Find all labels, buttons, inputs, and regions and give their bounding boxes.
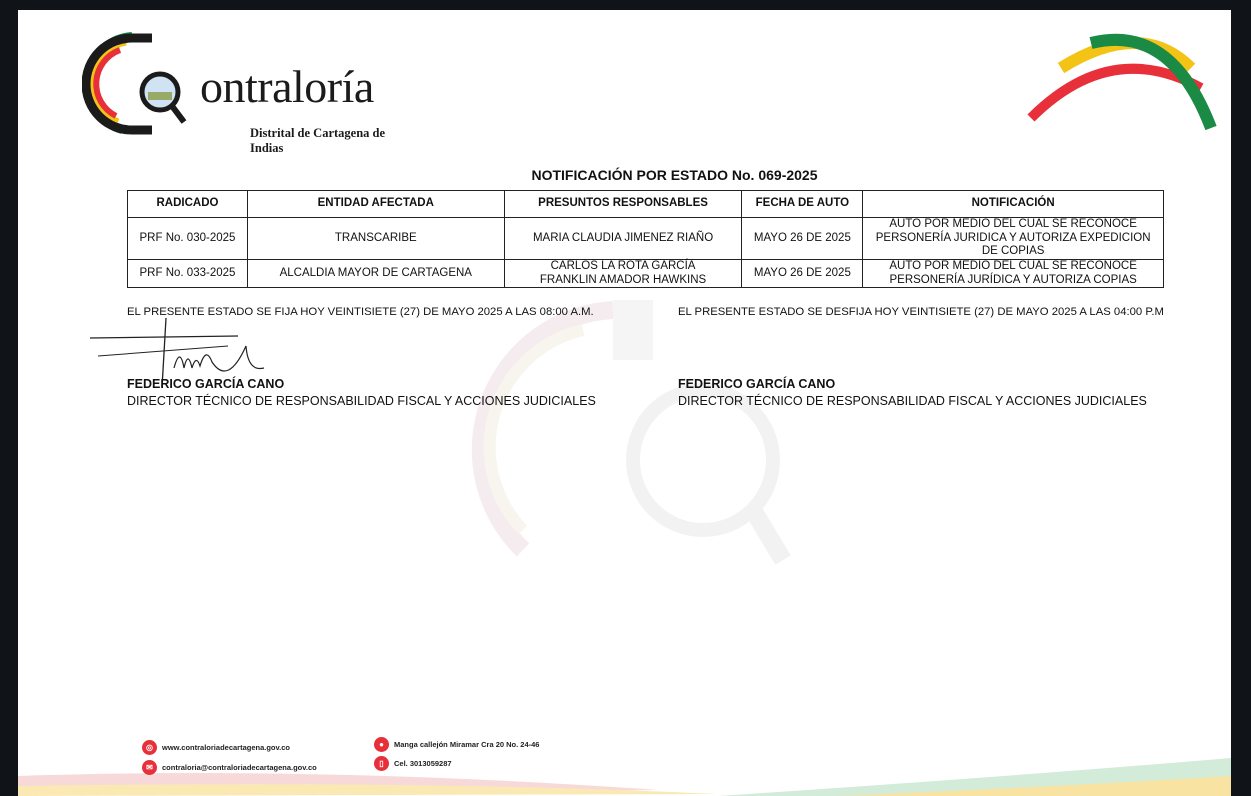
globe-icon: ◎: [142, 740, 157, 755]
responsable-name: FRANKLIN AMADOR HAWKINS: [539, 273, 707, 286]
address-text: Manga callejón Miramar Cra 20 No. 24-46: [394, 740, 540, 749]
footer-address: [374, 737, 539, 752]
signer-role-right: DIRECTOR TÉCNICO DE RESPONSABILIDAD FISCAL Y ACCIONES JUDICIALES: [678, 394, 1147, 408]
header-notificacion: NOTIFICACIÓN: [863, 191, 1164, 218]
cell-responsables: [504, 218, 742, 260]
contraloria-logo: [82, 32, 402, 155]
cell-fecha: MAYO 26 DE 2025: [742, 260, 863, 288]
email-text: contraloria@contraloriadecartagena.gov.co: [162, 763, 317, 772]
header-entidad: ENTIDAD AFECTADA: [247, 191, 504, 218]
notificacion-line: AUTO POR MEDIO DEL CUAL SE RECONOCE: [889, 218, 1137, 231]
notificacion-line: AUTO POR MEDIO DEL CUAL SE RECONOCE: [889, 260, 1137, 272]
signer-role-left: DIRECTOR TÉCNICO DE RESPONSABILIDAD FISCAL Y ACCIONES JUDICIALES: [127, 394, 596, 408]
corner-arcs-decoration: [1001, 28, 1231, 148]
footer-email[interactable]: [142, 760, 317, 775]
header-radicado: RADICADO: [128, 191, 248, 218]
fija-statement: EL PRESENTE ESTADO SE FIJA HOY VEINTISIETE (27) DE MAYO 2025 A LAS 08:00 A.M.: [127, 306, 594, 318]
email-icon: ✉: [142, 760, 157, 775]
notificacion-line: DE COPIAS: [981, 245, 1045, 258]
document-title: NOTIFICACIÓN POR ESTADO No. 069-2025: [531, 167, 818, 183]
signer-name-right: FEDERICO GARCÍA CANO: [678, 377, 836, 391]
cell-radicado: PRF No. 030-2025: [128, 218, 248, 260]
logo-wordmark: ontraloría: [200, 61, 374, 112]
notificacion-line: PERSONERÍA JURIDICA Y AUTORIZA EXPEDICION: [875, 231, 1151, 244]
signer-name-left: FEDERICO GARCÍA CANO: [127, 377, 285, 391]
cell-entidad: TRANSCARIBE: [247, 218, 504, 260]
cell-fecha: MAYO 26 DE 2025: [742, 218, 863, 260]
watermark-logo: [463, 290, 803, 590]
logo-subtitle: Distrital de Cartagena de Indias: [250, 126, 386, 155]
notification-table: [127, 190, 1164, 288]
footer-website[interactable]: [142, 740, 290, 755]
phone-icon: ▯: [374, 756, 389, 771]
website-text: www.contraloriadecartagena.gov.co: [162, 743, 290, 752]
notificacion-line: PERSONERÍA JURÍDICA Y AUTORIZA COPIAS: [889, 273, 1137, 286]
cell-entidad: ALCALDIA MAYOR DE CARTAGENA: [247, 260, 504, 288]
location-pin-icon: ●: [374, 737, 389, 752]
table-row: [128, 260, 1164, 288]
table-row: [128, 218, 1164, 260]
table-header-row: [128, 191, 1164, 218]
cell-notificacion: [863, 218, 1164, 260]
responsable-name: CARLOS LA ROTA GARCÍA: [550, 260, 696, 272]
cell-radicado: PRF No. 033-2025: [128, 260, 248, 288]
cell-responsables: [504, 260, 742, 288]
phone-text: Cel. 3013059287: [394, 759, 452, 768]
header-fecha: FECHA DE AUTO: [742, 191, 863, 218]
logo-mark-icon: [82, 32, 202, 142]
responsable-name: MARIA CLAUDIA JIMENEZ RIAÑO: [532, 231, 714, 244]
desfija-statement: EL PRESENTE ESTADO SE DESFIJA HOY VEINTISIETE (27) DE MAYO 2025 A LAS 04:00 P.M: [678, 306, 1164, 318]
document-page: [18, 10, 1231, 796]
footer-phone: [374, 756, 452, 771]
header-responsables: PRESUNTOS RESPONSABLES: [504, 191, 742, 218]
cell-notificacion: [863, 260, 1164, 288]
